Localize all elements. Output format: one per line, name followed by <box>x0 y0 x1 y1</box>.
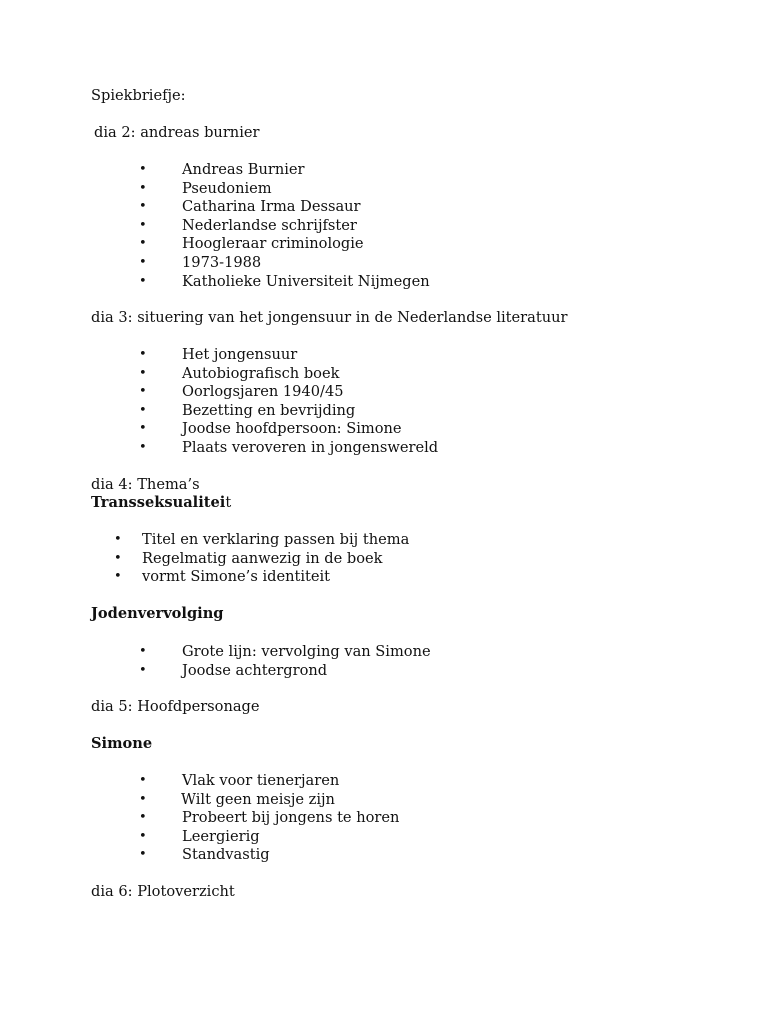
list-item-text: Titel en verklaring passen bij thema <box>142 531 410 548</box>
theme-jodenvervolging-title: Jodenvervolging <box>91 605 224 622</box>
list-item-text: 1973-1988 <box>182 254 262 271</box>
list-item-text: Probeert bij jongens te horen <box>182 809 400 827</box>
bullet-icon: • <box>139 440 147 455</box>
bullet-icon: • <box>139 828 147 844</box>
list-item-text: Nederlandse schrijfster <box>182 216 357 234</box>
bullet-icon: • <box>139 347 147 362</box>
list-item-text: Regelmatig aanwezig in de boek <box>142 549 383 567</box>
bullet-icon: • <box>114 550 122 566</box>
bullet-icon: • <box>139 847 147 863</box>
bullet-icon: • <box>139 255 147 270</box>
dia6-heading: dia 6: Plotoverzicht <box>91 883 235 900</box>
list-item-text: Grote lijn: vervolging van Simone <box>182 643 431 660</box>
bullet-icon: • <box>139 217 147 233</box>
bullet-icon: • <box>139 365 147 381</box>
list-item-text: Joodse hoofdpersoon: Simone <box>182 420 402 438</box>
theme-title-tail-part: t <box>225 494 232 511</box>
list-item-text: Katholieke Universiteit Nijmegen <box>182 272 430 290</box>
bullet-icon: • <box>139 773 147 788</box>
list-item-text: Autobiografisch boek <box>182 364 340 382</box>
list-item-text: Leergierig <box>182 827 260 845</box>
list-item-text: Wilt geen meisje zijn <box>181 790 335 808</box>
list-item-text: Bezetting en bevrijding <box>182 401 356 419</box>
dia5-heading: dia 5: Hoofdpersonage <box>91 698 260 715</box>
list-item-text: Standvastig <box>182 846 270 864</box>
list-item-text: Het jongensuur <box>182 346 298 363</box>
bullet-icon: • <box>139 402 147 418</box>
dia2-heading: dia 2: andreas burnier <box>94 124 260 141</box>
dia3-heading: dia 3: situering van het jongensuur in de Nederlandse literatuur <box>91 309 568 326</box>
list-item-text: Pseudoniem <box>182 179 272 197</box>
bullet-icon: • <box>139 662 147 678</box>
list-item-text: Vlak voor tienerjaren <box>182 772 340 789</box>
theme-title-bold-part: Transseksualitei <box>91 494 226 511</box>
bullet-icon: • <box>114 569 122 585</box>
bullet-icon: • <box>139 384 147 400</box>
bullet-icon: • <box>139 810 147 826</box>
bullet-icon: • <box>114 532 122 547</box>
document-title: Spiekbriefje: <box>91 87 186 104</box>
list-item-text: Catharina Irma Dessaur <box>182 198 361 216</box>
bullet-icon: • <box>139 162 147 177</box>
list-item-text: Hoogleraar criminologie <box>182 235 364 253</box>
list-item-text: Plaats veroveren in jongenswereld <box>182 439 439 456</box>
list-item-text: Andreas Burnier <box>182 161 305 178</box>
list-item-text: vormt Simone’s identiteit <box>142 568 331 586</box>
bullet-icon: • <box>139 421 147 437</box>
bullet-icon: • <box>139 199 147 215</box>
dia4-heading: dia 4: Thema’s <box>91 476 200 493</box>
list-item-text: Joodse achtergrond <box>182 661 328 679</box>
bullet-icon: • <box>139 644 147 659</box>
list-item-text: Oorlogsjaren 1940/45 <box>182 383 344 401</box>
bullet-icon: • <box>139 236 147 252</box>
bullet-icon: • <box>139 791 147 807</box>
bullet-icon: • <box>139 273 147 289</box>
bullet-icon: • <box>139 180 147 196</box>
theme-transseksualiteit-title <box>91 494 231 513</box>
dia5-subheading-simone: Simone <box>91 735 153 752</box>
